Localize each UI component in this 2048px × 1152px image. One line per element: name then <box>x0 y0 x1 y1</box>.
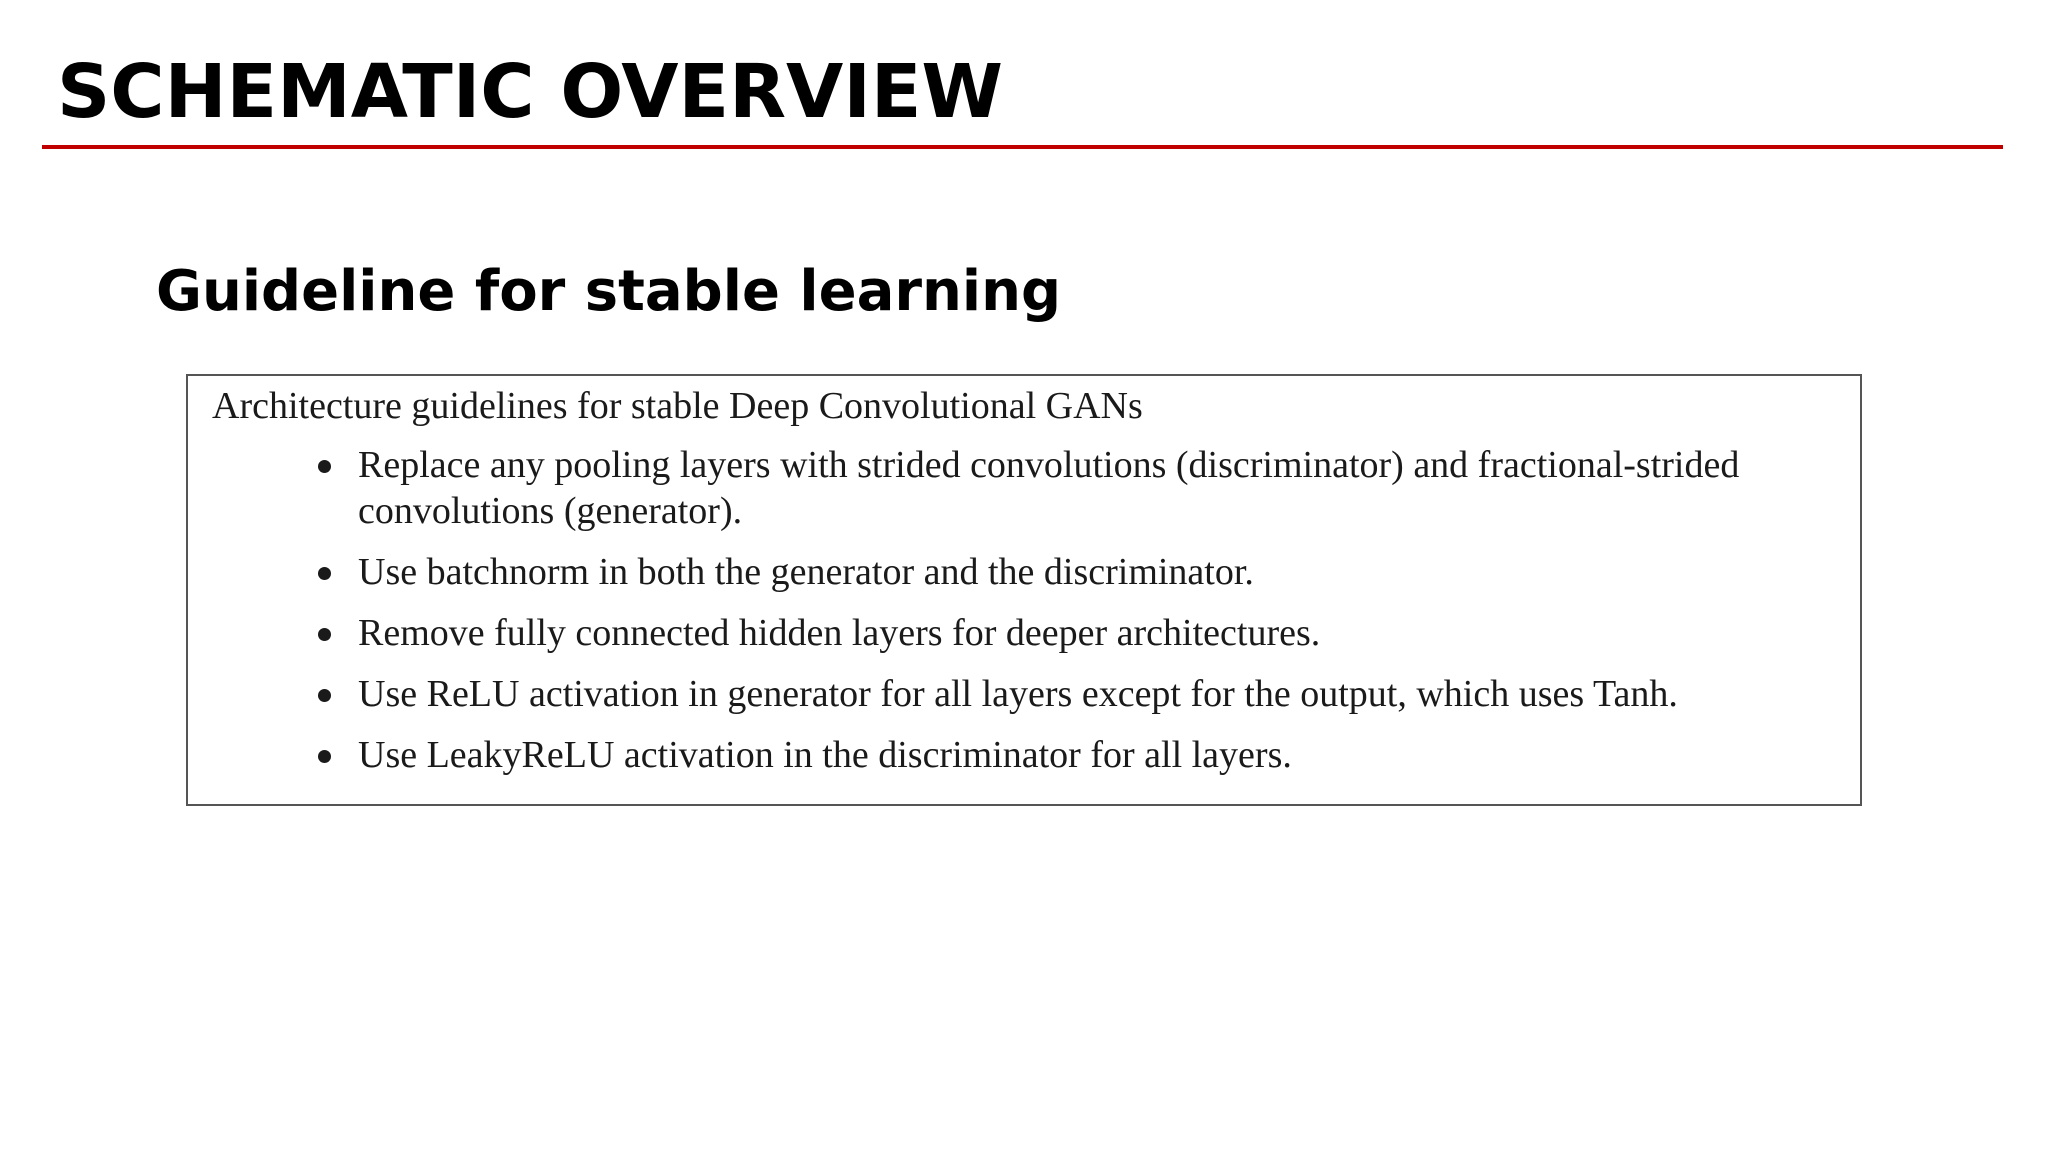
guideline-box-heading: Architecture guidelines for stable Deep Convolutional GANs <box>212 385 1143 427</box>
guideline-list-item <box>318 610 1838 656</box>
guideline-text: Replace any pooling layers with strided convolutions (discriminator) and fractional-strided convolutions (generator). <box>358 444 1740 532</box>
guideline-text: Use batchnorm in both the generator and the discriminator. <box>358 551 1254 593</box>
guideline-text: Use LeakyReLU activation in the discriminator for all layers. <box>358 734 1292 776</box>
guideline-text: Remove fully connected hidden layers for deeper architectures. <box>358 612 1321 654</box>
bullet-icon <box>318 628 331 641</box>
section-heading: Guideline for stable learning <box>156 259 1062 324</box>
guideline-list-item <box>318 671 1838 717</box>
bullet-icon <box>318 750 331 763</box>
slide-title: SCHEMATIC OVERVIEW <box>57 49 1004 135</box>
guideline-box <box>186 374 1862 806</box>
guideline-list-item <box>318 442 1838 534</box>
guideline-text: Use ReLU activation in generator for all layers except for the output, which uses Tanh. <box>358 673 1678 715</box>
bullet-icon <box>318 460 331 473</box>
guideline-list-item <box>318 549 1838 595</box>
bullet-icon <box>318 567 331 580</box>
title-divider <box>42 145 2003 149</box>
bullet-icon <box>318 689 331 702</box>
guideline-list-item <box>318 732 1838 778</box>
